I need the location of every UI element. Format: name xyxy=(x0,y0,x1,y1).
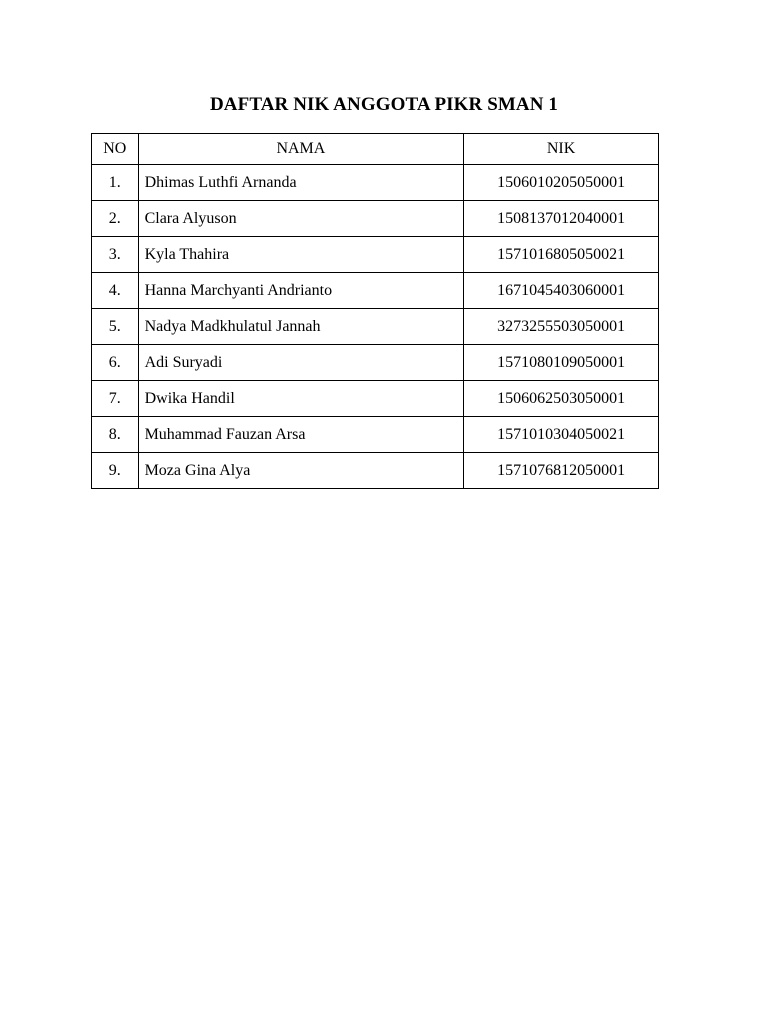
table-row xyxy=(92,417,659,453)
cell-nik: 1671045403060001 xyxy=(464,273,659,309)
cell-nama: Nadya Madkhulatul Jannah xyxy=(138,309,464,345)
header-nik: NIK xyxy=(464,134,659,165)
cell-nama: Dwika Handil xyxy=(138,381,464,417)
cell-no: 2. xyxy=(92,201,139,237)
cell-nik: 1571016805050021 xyxy=(464,237,659,273)
cell-nik: 3273255503050001 xyxy=(464,309,659,345)
table-row xyxy=(92,165,659,201)
cell-nama: Clara Alyuson xyxy=(138,201,464,237)
cell-nik: 1506062503050001 xyxy=(464,381,659,417)
cell-nik: 1506010205050001 xyxy=(464,165,659,201)
table-header-row xyxy=(92,134,659,165)
cell-nama: Dhimas Luthfi Arnanda xyxy=(138,165,464,201)
table-row xyxy=(92,381,659,417)
cell-nik: 1571076812050001 xyxy=(464,453,659,489)
cell-no: 1. xyxy=(92,165,139,201)
table-header xyxy=(92,134,659,165)
cell-no: 6. xyxy=(92,345,139,381)
table-row xyxy=(92,453,659,489)
table-row xyxy=(92,237,659,273)
table-row xyxy=(92,345,659,381)
cell-nik: 1508137012040001 xyxy=(464,201,659,237)
cell-no: 3. xyxy=(92,237,139,273)
cell-no: 7. xyxy=(92,381,139,417)
table-row xyxy=(92,273,659,309)
header-no: NO xyxy=(92,134,139,165)
header-nama: NAMA xyxy=(138,134,464,165)
cell-nama: Moza Gina Alya xyxy=(138,453,464,489)
table-row xyxy=(92,309,659,345)
cell-nama: Muhammad Fauzan Arsa xyxy=(138,417,464,453)
cell-nama: Adi Suryadi xyxy=(138,345,464,381)
cell-no: 5. xyxy=(92,309,139,345)
document-title: DAFTAR NIK ANGGOTA PIKR SMAN 1 xyxy=(209,94,558,115)
cell-nama: Hanna Marchyanti Andrianto xyxy=(138,273,464,309)
table-body xyxy=(92,165,659,489)
cell-no: 8. xyxy=(92,417,139,453)
cell-nama: Kyla Thahira xyxy=(138,237,464,273)
cell-no: 9. xyxy=(92,453,139,489)
table-row xyxy=(92,201,659,237)
cell-no: 4. xyxy=(92,273,139,309)
cell-nik: 1571010304050021 xyxy=(464,417,659,453)
member-nik-table xyxy=(91,133,659,489)
cell-nik: 1571080109050001 xyxy=(464,345,659,381)
